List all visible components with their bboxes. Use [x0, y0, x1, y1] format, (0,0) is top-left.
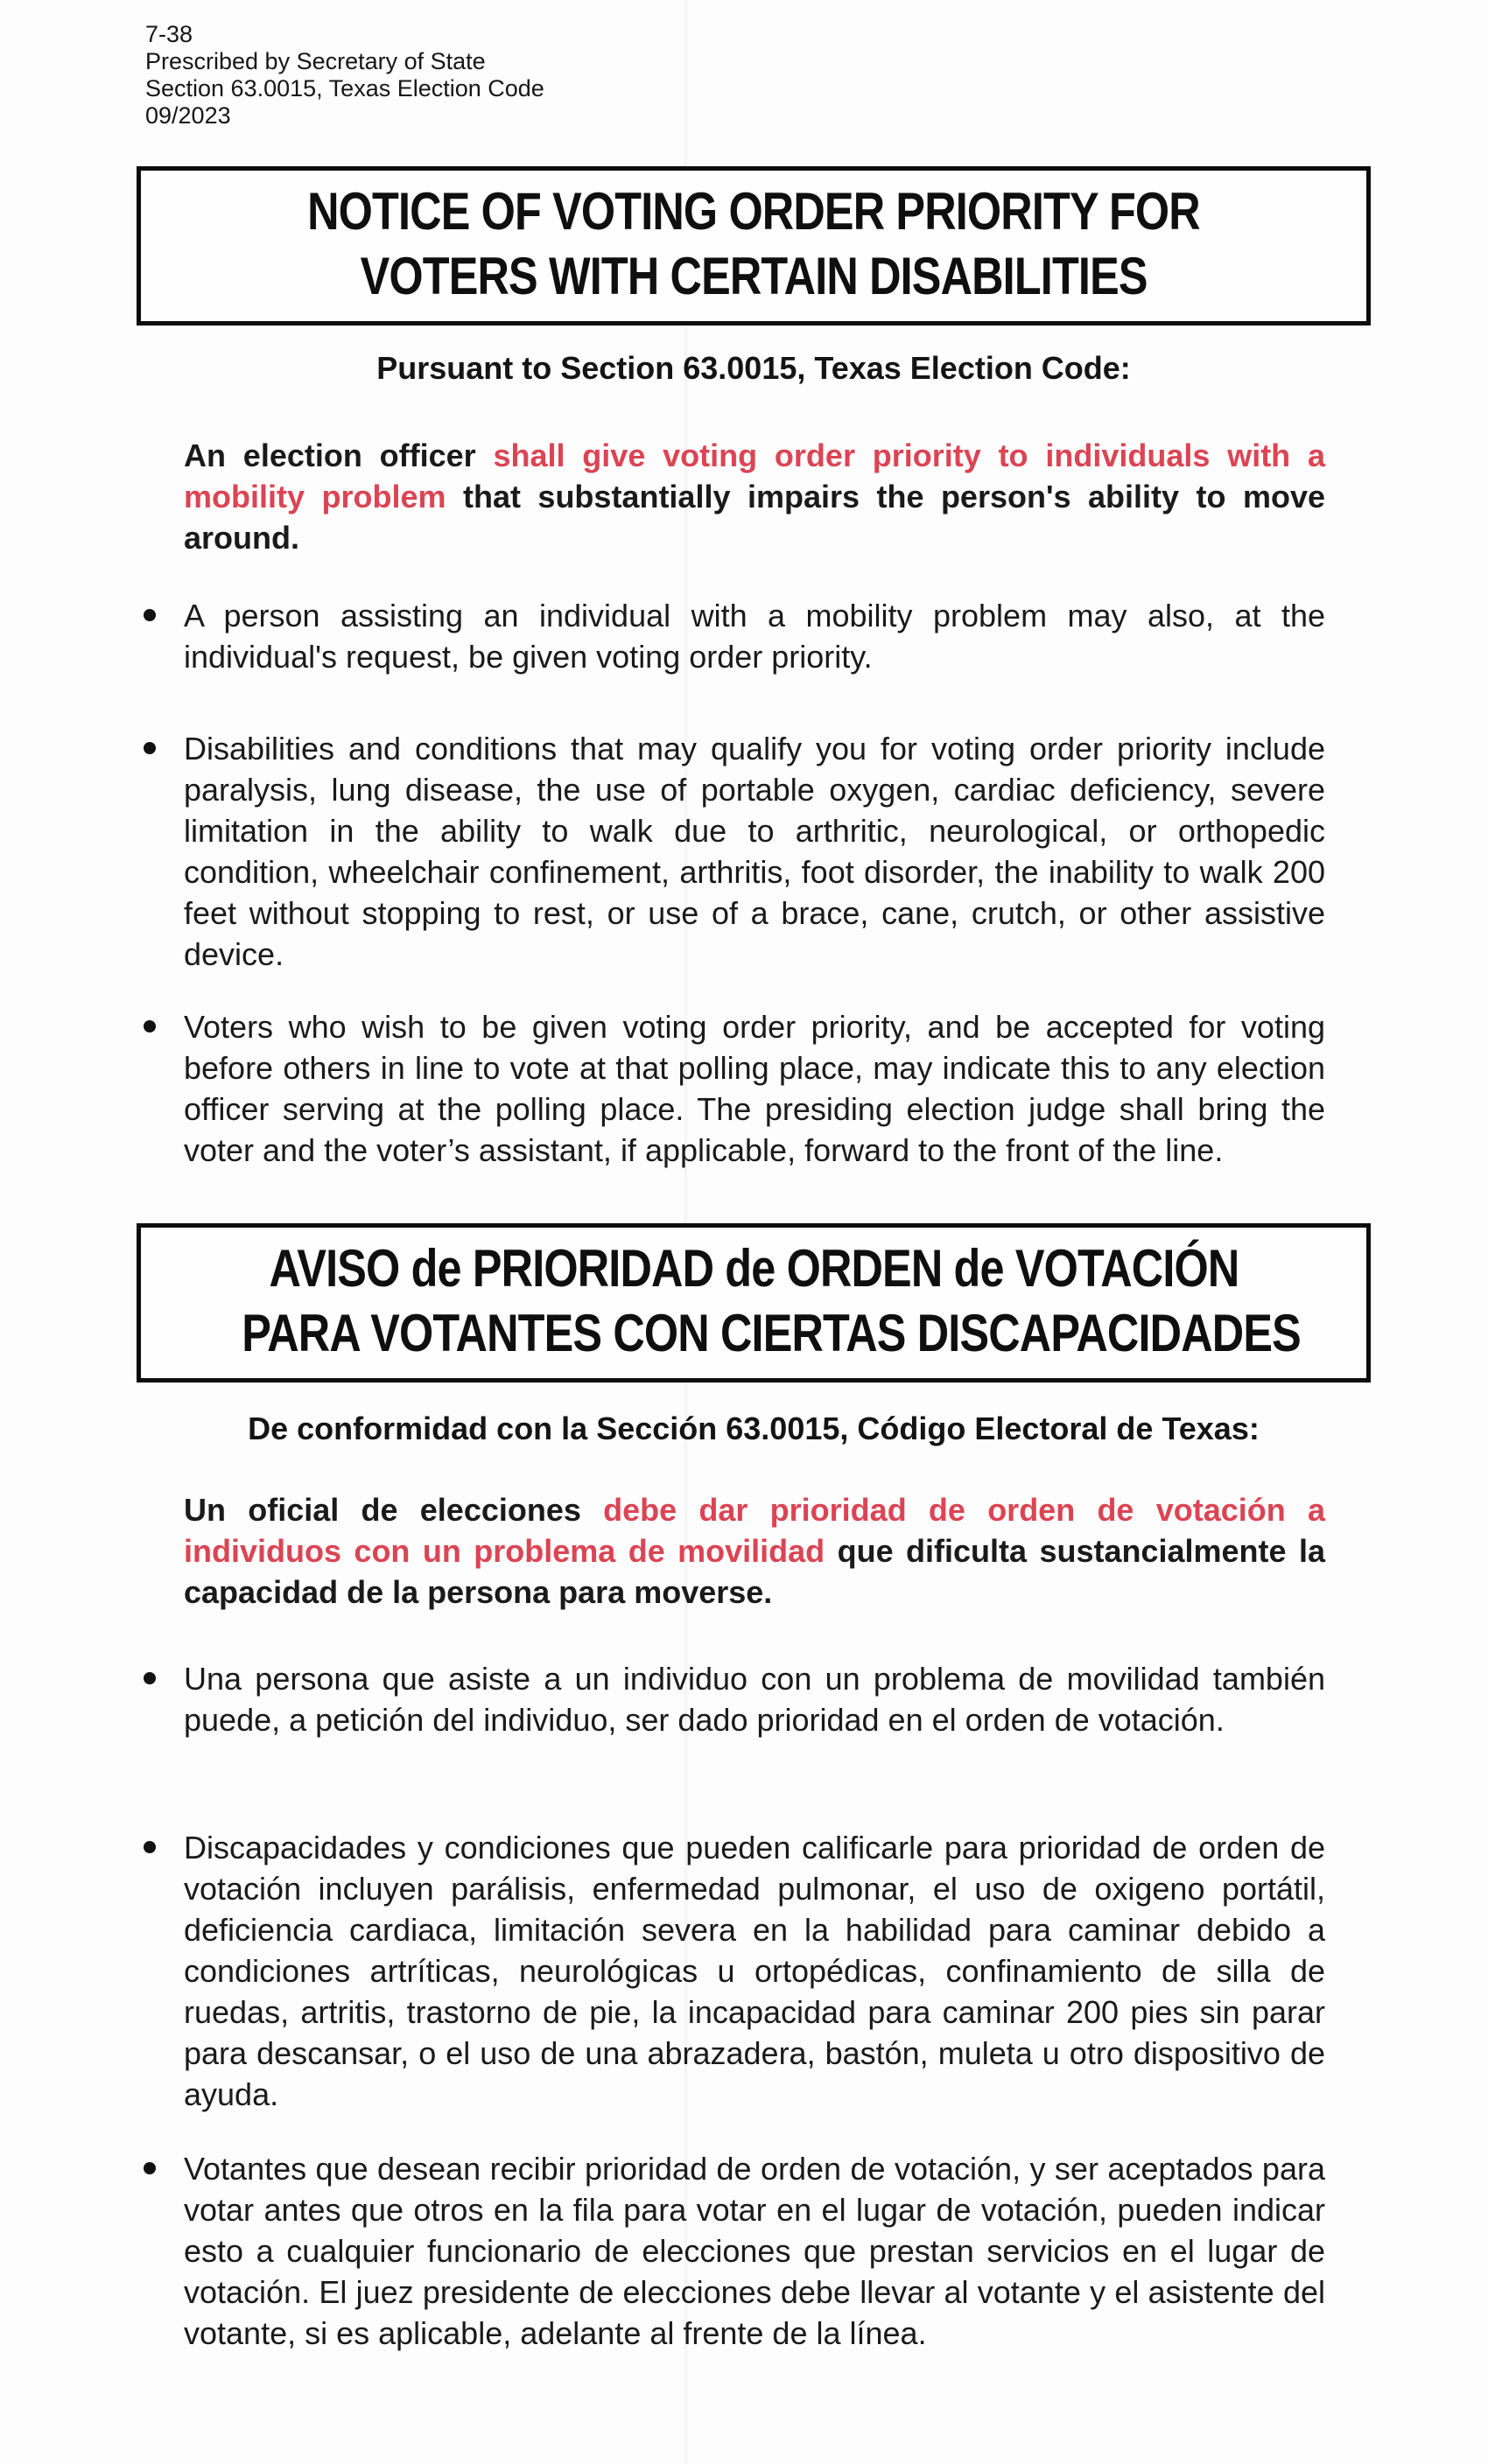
english-intro-paragraph	[184, 435, 1325, 558]
prescribed-by-line: Prescribed by Secretary of State	[145, 48, 486, 74]
english-bullet-1: A person assisting an individual with a mobility problem may also, at the individual's request, be given voting order priority.	[184, 595, 1325, 677]
spanish-title-line2: PARA VOTANTES CON CIERTAS DISCAPACIDADES	[242, 1304, 1301, 1362]
english-subtitle: Pursuant to Section 63.0015, Texas Election Code:	[376, 350, 1131, 386]
english-title-box	[137, 166, 1371, 326]
english-title-line2: VOTERS WITH CERTAIN DISABILITIES	[360, 247, 1148, 305]
spanish-bullet-2: Discapacidades y condiciones que pueden calificarle para prioridad de orden de votación incluyen parálisis, enfermedad pulmonar, el uso de oxigeno portátil, deficiencia cardiaca, limitación severa en la habilidad para caminar debido a condiciones artríticas, neurológicas u ortopédicas, confinamiento de silla de ruedas, artritis, trastorno de pie, la incapacidad para caminar 200 pies sin parar para descansar, o el uso de una abrazadera, bastón, muleta u otro dispositivo de ayuda.	[184, 1827, 1325, 2115]
spanish-intro-post: que dificulta sustancialmente la capacidad de la persona para moverse.	[184, 1533, 1325, 1610]
english-intro-highlight: shall give voting order priority to individuals with a mobility problem	[184, 438, 1325, 514]
english-bullet-3: Voters who wish to be given voting order priority, and be accepted for voting before others in line to vote at that polling place, may indicate this to any election officer serving at the polling place. The presiding election judge shall bring the voter and the voter’s assistant, if applicable, forward to the front of the line.	[184, 1006, 1325, 1171]
spanish-bullet-3: Votantes que desean recibir prioridad de orden de votación, y ser aceptados para votar antes que otros en la fila para votar en el lugar de votación, pueden indicar esto a cualquier funcionario de elecciones que prestan servicios en el lugar de votación. El juez presidente de elecciones debe llevar al votante y el asistente del votante, si es aplicable, adelante al frente de la línea.	[184, 2148, 1325, 2354]
english-title-line1: NOTICE OF VOTING ORDER PRIORITY FOR	[307, 182, 1200, 241]
english-intro-post: that substantially impairs the person's ability to move around.	[184, 479, 1325, 556]
spanish-subtitle: De conformidad con la Sección 63.0015, Código Electoral de Texas:	[248, 1410, 1260, 1446]
english-intro-pre: An election officer	[184, 438, 494, 473]
form-header	[145, 21, 544, 130]
spanish-title-line1: AVISO de PRIORIDAD de ORDEN de VOTACIÓN	[269, 1239, 1239, 1298]
spanish-intro-pre: Un oficial de elecciones	[184, 1492, 604, 1528]
spanish-intro-highlight: debe dar prioridad de orden de votación a individuos con un problema de movilidad	[184, 1492, 1325, 1569]
spanish-bullet-1: Una persona que asiste a un individuo con un problema de movilidad también puede, a petición del individuo, ser dado prioridad en el orden de votación.	[184, 1658, 1325, 1740]
spanish-title-box	[137, 1223, 1371, 1382]
form-number: 7-38	[145, 21, 193, 47]
section-code-line: Section 63.0015, Texas Election Code	[145, 75, 544, 102]
english-bullet-2: Disabilities and conditions that may qualify you for voting order priority include paralysis, lung disease, the use of portable oxygen, cardiac deficiency, severe limitation in the ability to walk due to arthritic, neurological, or orthopedic condition, wheelchair confinement, arthritis, foot disorder, the inability to walk 200 feet without stopping to rest, or use of a brace, cane, crutch, or other assistive device.	[184, 728, 1325, 975]
revision-date: 09/2023	[145, 102, 231, 129]
spanish-intro-paragraph	[184, 1489, 1325, 1613]
